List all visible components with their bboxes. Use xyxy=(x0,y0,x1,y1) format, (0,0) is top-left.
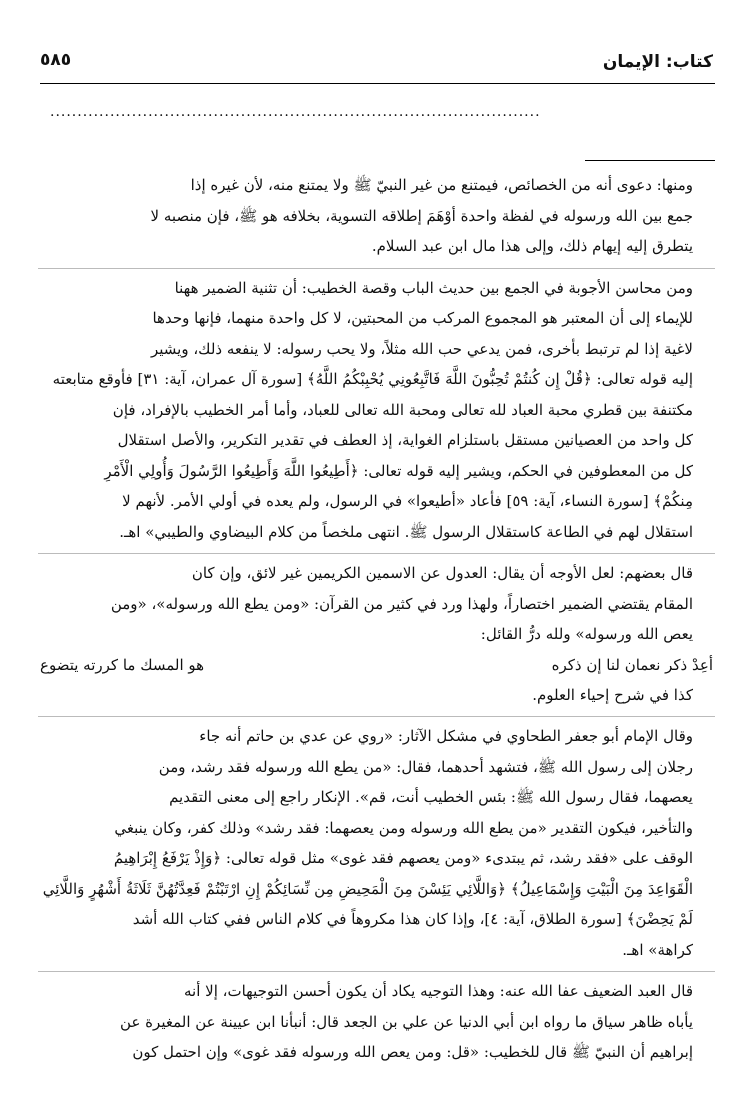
text-line: جمع بين الله ورسوله في لفظة واحدة أوْهَمَ إطلاقه التسوية، بخلافه هو ﷺ، فإن منصبه لا xyxy=(150,206,693,225)
paragraph-3-tail xyxy=(38,680,715,711)
paragraph-divider xyxy=(38,716,715,717)
text-line: إليه قوله تعالى: ﴿قُلْ إِن كُنتُمْ تُحِبُّونَ اللَّهَ فَاتَّبِعُونِي يُحْبِبْكُمُ اللَّهُ﴾ [سورة آل عمران، آية: ٣١] فأوقع متابعته xyxy=(52,370,693,388)
verse-second-hemistich: هو المسك ما كررته يتضوع xyxy=(40,655,205,674)
text-line: ومن محاسن الأجوبة في الجمع بين حديث الباب وقصة الخطيب: أن تثنية الضمير ههنا xyxy=(174,278,693,297)
paragraph-divider xyxy=(38,971,715,972)
header-rule xyxy=(40,83,715,84)
page-body xyxy=(38,170,715,1068)
text-line: الْقَوَاعِدَ مِنَ الْبَيْتِ وَإِسْمَاعِيلُ﴾ ﴿وَاللَّائِي يَئِسْنَ مِنَ الْمَحِيضِ مِن نِّسَائِكُمْ إِنِ ارْتَبْتُمْ فَعِدَّتُهُنَّ ثَلَاثَةُ أَشْهُرٍ وَاللَّائِي xyxy=(42,879,693,898)
paragraph-2 xyxy=(38,273,715,548)
paragraph-divider xyxy=(38,553,715,554)
running-header-title: كتاب: الإيمان xyxy=(602,52,713,72)
text-line: مكتنفة بين قطري محبة العباد لله تعالى ومحبة الله تعالى للعباد، وأما أمر الخطيب بالإفراد، فإن xyxy=(112,400,693,419)
text-line: لاغية إذا لم ترتبط بأخرى، فمن يدعي حب الله مثلاً، ولا يحب رسوله: لا ينفعه ذلك، ويشير xyxy=(150,339,693,358)
text-line: يعص الله ورسوله» ولله درُّ القائل: xyxy=(480,625,693,643)
text-line: يتطرق إليه إيهام ذلك، وإلى هذا مال ابن عبد السلام. xyxy=(371,237,693,255)
text-line: مِنكُمْ﴾ [سورة النساء، آية: ٥٩] فأعاد «أطيعوا» في الرسول، ولم يعده في أولي الأمر. لأنهم لا xyxy=(122,492,693,510)
text-line: كل واحد من العصيانين مستقل باستلزام الغواية، إذ العطف في تقدير التكرير، والأصل استقلال xyxy=(117,431,693,449)
verse-first-hemistich: أعِدْ ذكر نعمان لنا إن ذكره xyxy=(551,655,713,674)
text-line: كراهة» اهـ. xyxy=(622,940,693,959)
page-number: ٥٨٥ xyxy=(40,50,72,70)
text-line: قال بعضهم: لعل الأوجه أن يقال: العدول عن الاسمين الكريمين غير لائق، وإن كان xyxy=(191,564,693,582)
text-line: يأباه ظاهر سياق ما رواه ابن أبي الدنيا عن علي بن الجعد قال: أنبأنا ابن عيينة عن المغيرة عن xyxy=(120,1012,693,1031)
paragraph-5 xyxy=(38,976,715,1068)
text-line: لَمْ يَحِضْنَ﴾ [سورة الطلاق، آية: ٤]، وإذا كان هذا مكروهاً في كلام الناس ففي كتاب الله أشد xyxy=(132,910,693,928)
text-line: الوقف على «فقد رشد، ثم يبتدىء «ومن يعصهم فقد غوى» مثل قوله تعالى: ﴿وَإِذْ يَرْفَعُ إِبْرَاهِيمُ xyxy=(113,849,693,867)
text-line: ومنها: دعوى أنه من الخصائص، فيمتنع من غير النبيّ ﷺ ولا يمتنع منه، لأن غيره إذا xyxy=(190,176,693,194)
paragraph-divider xyxy=(38,268,715,269)
paragraph-3 xyxy=(38,558,715,650)
text-line: إبراهيم أن النبيّ ﷺ قال للخطيب: «قل: ومن يعص الله ورسوله فقد غوى» وإن احتمل كون xyxy=(132,1043,693,1061)
text-line: يعصهما، فقال رسول الله ﷺ: بئس الخطيب أنت، قم». الإنكار راجع إلى معنى التقديم xyxy=(169,788,693,806)
text-line: كل من المعطوفين في الحكم، ويشير إليه قوله تعالى: ﴿أَطِيعُوا اللَّهَ وَأَطِيعُوا الرَّسُولَ وَأُولِي الْأَمْرِ xyxy=(104,461,693,480)
text-line: قال العبد الضعيف عفا الله عنه: وهذا التوجيه يكاد أن يكون أحسن التوجيهات، إلا أنه xyxy=(184,982,693,1000)
text-line: استقلال لهم في الطاعة كاستقلال الرسول ﷺ. انتهى ملخصاً من كلام البيضاوي والطيبي» اهـ. xyxy=(119,522,693,541)
poetry-verse xyxy=(38,650,715,680)
text-line: للإيماء إلى أن المعتبر هو المجموع المركب من المحبتين، لا كل واحدة منهما، فإنها وحدها xyxy=(152,309,693,327)
text-line: وقال الإمام أبو جعفر الطحاوي في مشكل الآثار: «روي عن عدي بن حاتم أنه جاء xyxy=(199,727,693,745)
text-line: رجلان إلى رسول الله ﷺ، فتشهد أحدهما، فقال: «من يطع الله ورسوله فقد رشد، ومن xyxy=(158,757,693,776)
text-line: والتأخير، فيكون التقدير «من يطع الله ورسوله ومن يعصهما: فقد رشد» وذلك كفر، وكان ينبغي xyxy=(114,818,693,837)
text-line: المقام يقتضي الضمير اختصاراً، ولهذا ورد في كثير من القرآن: «ومن يطع الله ورسوله»، «ومن xyxy=(110,594,693,613)
paragraph-4 xyxy=(38,721,715,965)
dotted-separator: .......................................................................................... xyxy=(50,104,541,120)
section-rule xyxy=(585,160,715,161)
text-line: كذا في شرح إحياء العلوم. xyxy=(532,685,693,704)
paragraph-1 xyxy=(38,170,715,262)
